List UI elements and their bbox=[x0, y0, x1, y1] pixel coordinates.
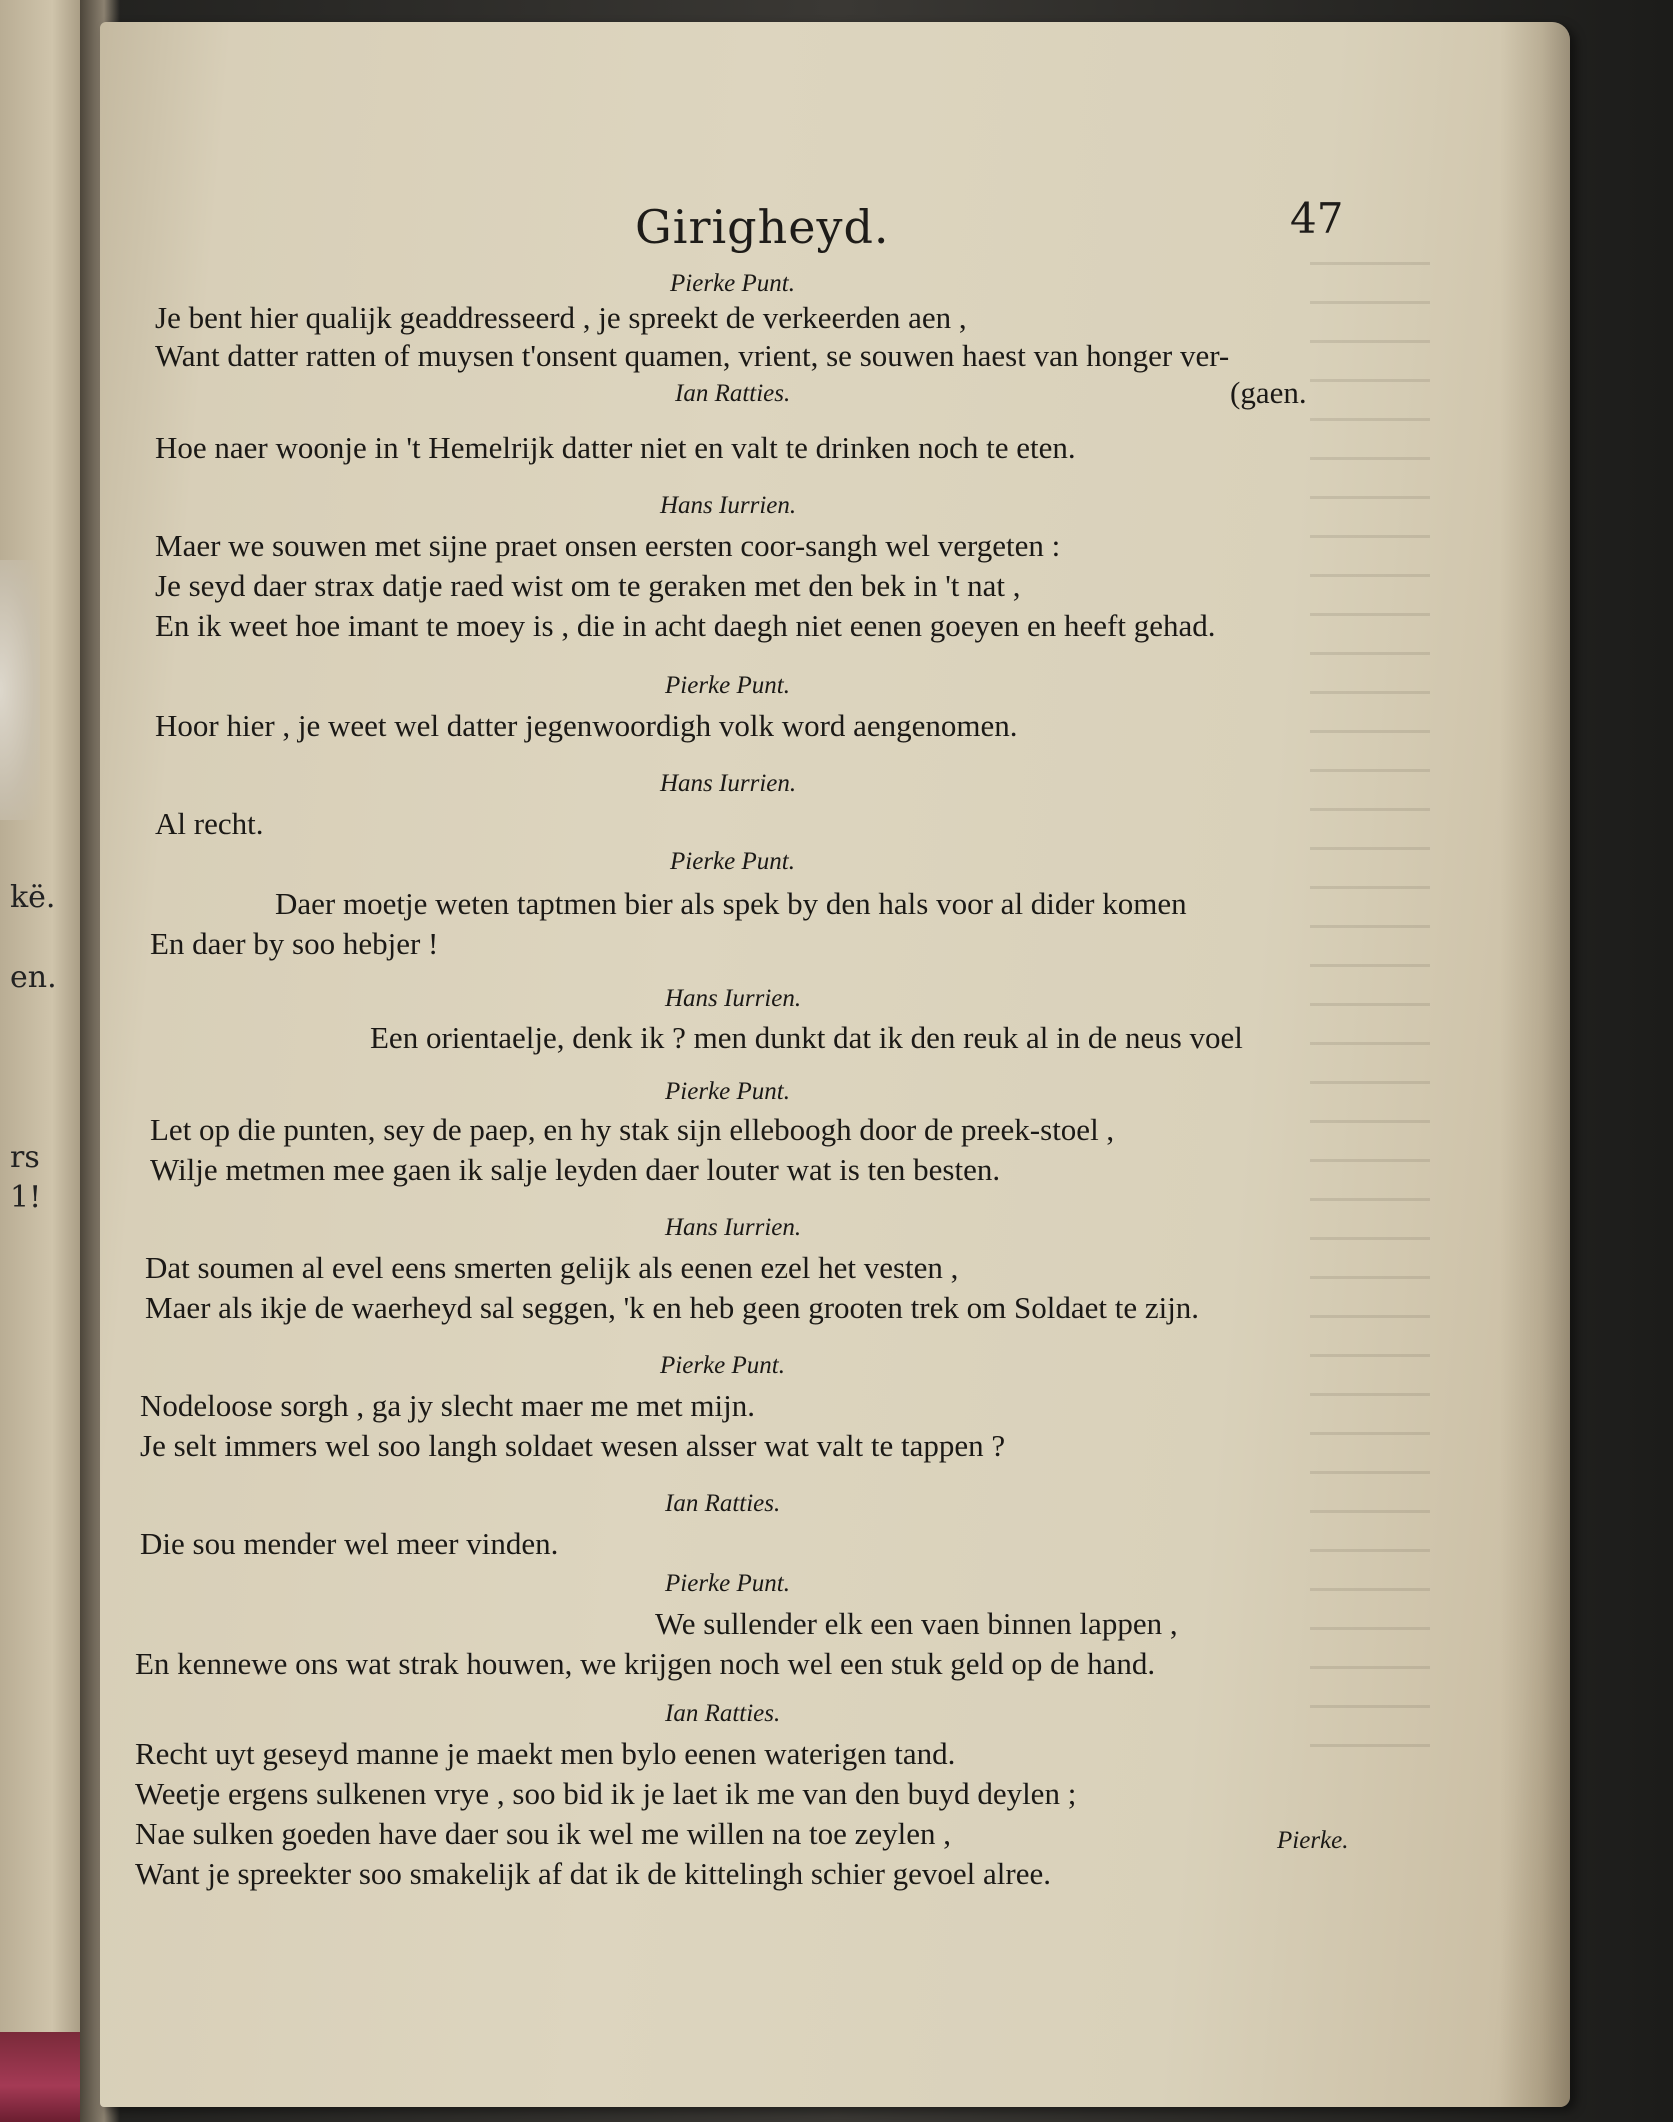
show-through-text bbox=[1310, 262, 1430, 1762]
speaker-name: Pierke Punt. bbox=[670, 848, 795, 875]
catchword: Pierke. bbox=[1277, 1827, 1349, 1854]
verse-line: Daer moetje weten taptmen bier als spek by den hals voor al dider komen bbox=[275, 886, 1187, 921]
verse-line: We sullender elk een vaen binnen lappen , bbox=[655, 1606, 1178, 1641]
verse-line: Al recht. bbox=[155, 806, 264, 841]
facing-page-fragment: rs bbox=[10, 1140, 40, 1175]
facing-page-fragment: 1! bbox=[10, 1180, 42, 1215]
verse-line: En kennewe ons wat strak houwen, we krijgen noch wel een stuk geld op de hand. bbox=[135, 1646, 1156, 1681]
speaker-name: Pierke Punt. bbox=[670, 270, 795, 297]
speaker-name: Ian Ratties. bbox=[665, 1700, 781, 1727]
verse-line: Maer we souwen met sijne praet onsen eersten coor-sangh wel vergeten : bbox=[155, 528, 1061, 563]
verse-line: (gaen. bbox=[1230, 375, 1307, 410]
verse-line: Let op die punten, sey de paep, en hy stak sijn elleboogh door de preek-stoel , bbox=[150, 1112, 1115, 1147]
speaker-name: Hans Iurrien. bbox=[660, 492, 797, 519]
verse-line: Want je spreekter soo smakelijk af dat ik de kittelingh schier gevoel alree. bbox=[135, 1856, 1051, 1891]
verse-line: Een orientaelje, denk ik ? men dunkt dat ik den reuk al in de neus voel bbox=[370, 1020, 1243, 1055]
speaker-name: Pierke Punt. bbox=[665, 1570, 790, 1597]
verse-line: En ik weet hoe imant te moey is , die in acht daegh niet eenen goeyen en heeft gehad. bbox=[155, 608, 1216, 643]
page-edge-shading bbox=[1500, 22, 1570, 2107]
verse-line: Recht uyt geseyd manne je maekt men bylo eenen waterigen tand. bbox=[135, 1736, 956, 1771]
verse-line: Want datter ratten of muysen t'onsent quamen, vrient, se souwen haest van honger ver- bbox=[155, 338, 1230, 373]
speaker-name: Hans Iurrien. bbox=[665, 1214, 802, 1241]
facing-page-fragment: kë. bbox=[10, 880, 56, 915]
page-header bbox=[100, 172, 1570, 252]
verse-line: Nae sulken goeden have daer sou ik wel me willen na toe zeylen , bbox=[135, 1816, 952, 1851]
speaker-name: Hans Iurrien. bbox=[660, 770, 797, 797]
speaker-name: Ian Ratties. bbox=[665, 1490, 781, 1517]
speaker-name: Pierke Punt. bbox=[660, 1352, 785, 1379]
page-number: 47 bbox=[1290, 194, 1344, 243]
verse-line: Hoe naer woonje in 't Hemelrijk datter niet en valt te drinken noch te eten. bbox=[155, 430, 1076, 465]
verse-line: Je selt immers wel soo langh soldaet wesen alsser wat valt te tappen ? bbox=[140, 1428, 1006, 1463]
verse-line: Weetje ergens sulkenen vrye , soo bid ik je laet ik me van den buyd deylen ; bbox=[135, 1776, 1077, 1811]
speaker-name: Hans Iurrien. bbox=[665, 985, 802, 1012]
speaker-name: Pierke Punt. bbox=[665, 1078, 790, 1105]
verse-line: Je seyd daer strax datje raed wist om te geraken met den bek in 't nat , bbox=[155, 568, 1021, 603]
book-page bbox=[100, 22, 1570, 2107]
facing-page-fragment: en. bbox=[10, 960, 57, 995]
running-title: Girigheyd. bbox=[635, 200, 890, 254]
verse-line: Maer als ikje de waerheyd sal seggen, 'k en heb geen grooten trek om Soldaet te zijn. bbox=[145, 1290, 1200, 1325]
verse-line: Die sou mender wel meer vinden. bbox=[140, 1526, 559, 1561]
speaker-name: Ian Ratties. bbox=[675, 380, 791, 407]
verse-line: Wilje metmen mee gaen ik salje leyden daer louter wat is ten besten. bbox=[150, 1152, 1001, 1187]
verse-line: Dat soumen al evel eens smerten gelijk als eenen ezel het vesten , bbox=[145, 1250, 959, 1285]
verse-line: Je bent hier qualijk geaddresseerd , je spreekt de verkeerden aen , bbox=[155, 300, 967, 335]
page-damage bbox=[0, 560, 40, 820]
verse-line: En daer by soo hebjer ! bbox=[150, 926, 439, 961]
red-binding-edge bbox=[0, 2032, 80, 2122]
verse-line: Hoor hier , je weet wel datter jegenwoordigh volk word aengenomen. bbox=[155, 708, 1018, 743]
speaker-name: Pierke Punt. bbox=[665, 672, 790, 699]
verse-line: Nodeloose sorgh , ga jy slecht maer me met mijn. bbox=[140, 1388, 755, 1423]
